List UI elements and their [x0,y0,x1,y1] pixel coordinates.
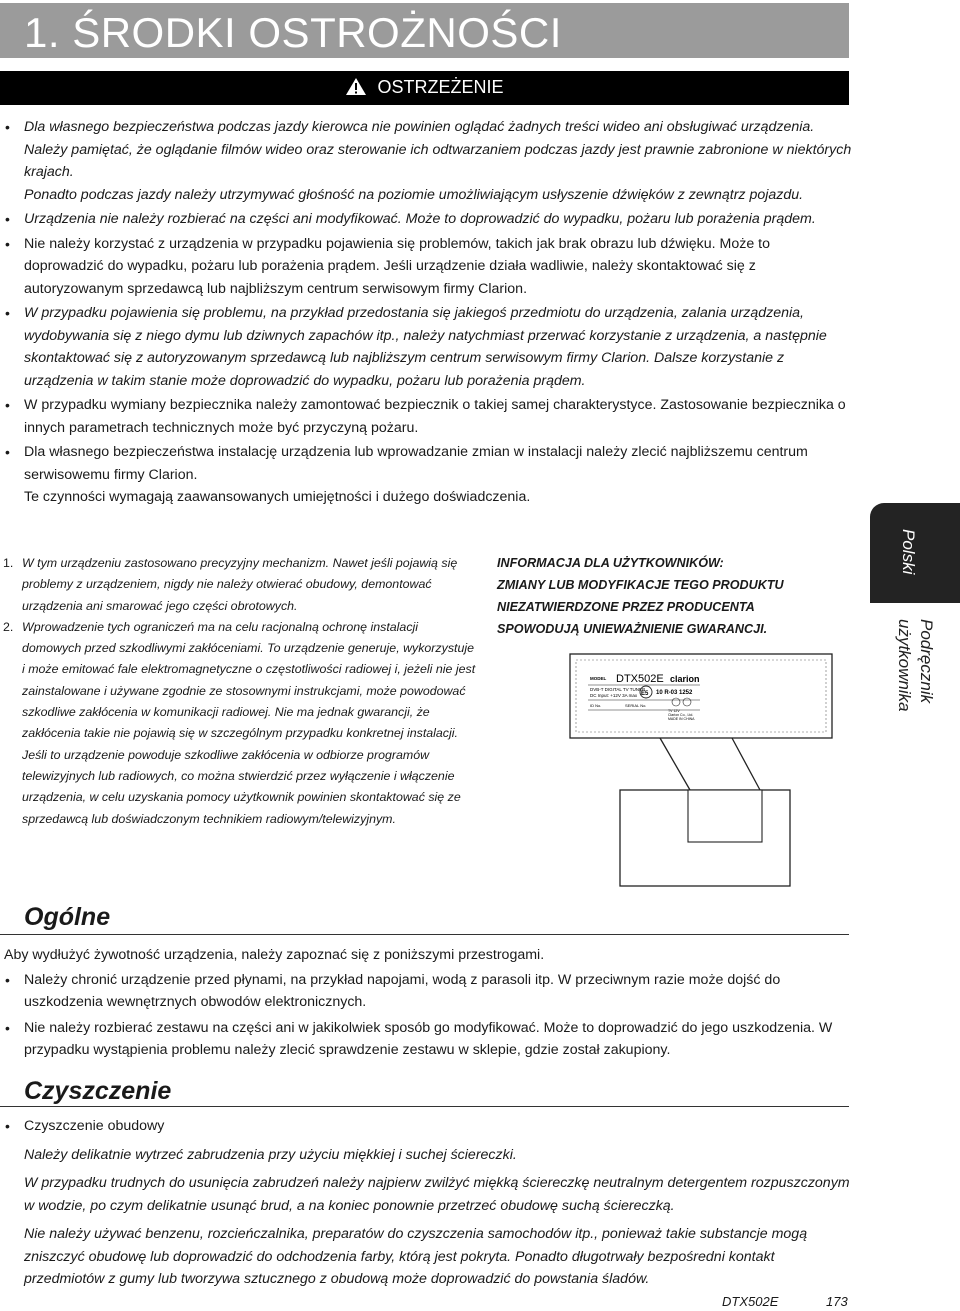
label-line1: DVB-T DIGITAL TV TUNER [590,687,646,692]
numbered-notes [0,553,480,830]
label-brand: clarion [670,674,700,684]
footer-model: DTX502E [722,1294,779,1309]
warning-extra: Te czynności wymagają zaawansowanych umiejętności i dużego doświadczenia. [24,489,531,505]
label-r2: Clarion Co., Ltd. [668,713,694,717]
warnings-section [0,116,852,511]
note-item [0,553,480,617]
label-line4: SERIAL No. [625,703,647,708]
label-line2: DC Input: +12V 3A max [590,693,638,698]
notice-line: SPOWODUJĄ UNIEWAŻNIENIE GWARANCJI. [497,622,768,636]
label-model-caption: MODEL [590,676,607,681]
label-line3: ID No. [590,703,602,708]
label-r1: TV 12V [668,709,680,713]
warning-text: • Urządzenia nie należy rozbierać na części ani modyfikować. Może to doprowadzić do wypadku, pożaru lub porażenia prądem. [24,211,816,227]
general-item: • Należy chronić urządzenie przed płynami, na przykład napojami, wodą z parasoli itp. W przeciwnym razie może dojść do uszkodzenia wewnętrznych obwodów elektronicznych. [0,969,852,1014]
notice-line: ZMIANY LUB MODYFIKACJE TEGO PRODUKTU [497,578,784,592]
general-intro: Aby wydłużyć żywotność urządzenia, należy zapoznać się z poniższymi przestrogami. [4,947,545,963]
label-mark: E5 [641,691,649,697]
product-label-diagram [560,650,840,890]
warning-item [0,394,852,439]
label-position-marker [688,790,762,842]
warning-bar [0,71,849,105]
warning-item [0,208,852,231]
cleaning-item: • Czyszczenie obudowy [0,1115,852,1138]
cleaning-heading: Czyszczenie [24,1077,172,1105]
cleaning-divider [0,1106,849,1107]
note-number: 2. [3,619,14,634]
note-text: W tym urządzeniu zastosowano precyzyjny mechanizm. Nawet jeśli pojawią się problemy z urządzeniem, nigdy nie należy otwierać obudowy, demontować urządzenia ani smarować jego części obrotowych. [22,556,458,613]
general-item: • Nie należy rozbierać zestawu na części ani w jakikolwiek sposób go modyfikować. Może to doprowadzić do jego uszkodzenia. W przypadku wystąpienia problemu należy zlecić sprawdzenie zestawu w sklepie, gdzie został zakupiony. [0,1017,852,1062]
note-text: Wprowadzenie tych ograniczeń ma na celu racjonalną ochronę instalacji domowych przed szkodliwymi zakłóceniami. To urządzenie generuje, wykorzystuje i może emitować fale elektromagnetyczne o częstotliwości radiowej i, jeżeli nie jest zainstalowane i używane zgodnie ze stosownymi instrukcjami, może powodować szkodliwe zakłócenia w komunikacji radiowej. Nie ma jednak gwarancji, że zakłócenia takie nie pojawią się w szczególnym przypadku konkretnej instalacji. Jeśli to urządzenie powoduje szkodliwe zakłócenia w odbiorze programów telewizyjnych lub radiowych, co można stwierdzić przez wyłączenie i włączenie urządzenia, w celu uzyskania pomocy użytkownik powinien skontaktować się ze sprzedawcą lub doświadczonym technikiem radiowym/telewizyjnym. [22,619,476,826]
warning-item [0,441,852,509]
warning-text: • Nie należy korzystać z urządzenia w przypadku pojawienia się problemów, takich jak brak obrazu lub dźwięku. Może to doprowadzić do wypadku, pożaru lub porażenia prądem. Jeśli urządzenie działa wadliwie, należy skontaktować się z autoryzowanym sprzedawcą lub najbliższym centrum serwisowym firmy Clarion. [24,235,770,297]
cleaning-paragraph: W przypadku trudnych do usunięcia zabrudzeń należy najpierw zwilżyć miękką ściereczkę neutralnym detergentem rozpuszczonym w wodzie, po czym delikatnie usunąć brud, a na koniec ponownie przetrzeć obudowę suchą ściereczką. [24,1175,850,1214]
general-heading: Ogólne [24,903,111,931]
notice-line: INFORMACJA DLA UŻYTKOWNIKÓW: [497,556,724,570]
warning-text: • Dla własnego bezpieczeństwa instalację urządzenia lub wprowadzanie zmian w instalacji należy zlecić najbliższemu centrum serwisowemu firmy Clarion. [24,444,808,483]
warning-text: • W przypadku pojawienia się problemu, na przykład przedostania się jakiegoś przedmiotu do urządzenia, zalania urządzenia, wydobywania się z niego dymu lub dziwnych zapachów itp., należy natychmiast przerwać korzystanie z urządzenia, a następnie skontaktować się z autoryzowanym sprzedawcą lub najbliższym centrum serwisowym firmy Clarion. Dalsze korzystanie z urządzenia w takim stanie może doprowadzić do wypadku, pożaru lub porażenia prądem. [24,305,827,389]
label-model: DTX502E [616,673,664,685]
note-item [0,617,480,830]
label-r3: MADE IN CHINA [668,717,695,721]
warning-triangle-icon [345,77,367,96]
warning-item [0,233,852,301]
guide-label-line2: użytkownika [895,619,914,712]
cleaning-paragraph: Należy delikatnie wytrzeć zabrudzenia przy użyciu miękkiej i suchej ściereczki. [24,1146,517,1163]
warning-text: • Dla własnego bezpieczeństwa podczas jazdy kierowca nie powinien oglądać żadnych treści wideo ani obsługiwać urządzenia. Należy pamiętać, że oglądanie filmów wideo oraz sterowanie ich odtwarzaniem podczas jazdy jest prawnie zabronione w niektórych krajach. [24,119,852,180]
warning-item [0,302,852,392]
page-title: 1. ŚRODKI OSTROŻNOŚCI [24,9,562,56]
warning-extra: Ponadto podczas jazdy należy utrzymywać głośność na poziomie umożliwiającym usłyszenie dźwięków z zewnątrz pojazdu. [24,186,804,203]
label-approval: 10 R-03 1252 [656,690,693,696]
language-label: Polski [899,529,918,575]
cleaning-paragraph: Nie należy używać benzenu, rozcieńczalnika, preparatów do czyszczenia samochodów itp., ponieważ takie substancje mogą zniszczyć obudowę lub doprowadzić do odchodzenia farby, którą jest pokryta. Ponadto długotrwały bezpośredni kontakt przedmiotów z gumy lub tworzywa sztucznego z obudową może doprowadzić do powstania śladów. [24,1226,808,1287]
cleaning-section [0,1115,852,1291]
note-number: 1. [3,556,14,570]
warning-item [0,116,852,206]
general-divider [0,934,849,935]
notice-line: NIEZATWIERDZONE PRZEZ PRODUCENTA [497,600,755,614]
warning-text: • W przypadku wymiany bezpiecznika należy zamontować bezpiecznik o takiej samej charakterystyce. Zastosowanie bezpiecznika o innych parametrach technicznych może być przyczyną pożaru. [24,397,846,436]
page-number: 173 [826,1294,848,1309]
page-title-bar [0,3,849,58]
general-section [0,944,852,1062]
language-side-tab [870,503,960,718]
user-information-notice [497,552,837,640]
guide-label-line1: Podręcznik [917,619,936,704]
warning-label: OSTRZEŻENIE [377,77,504,97]
